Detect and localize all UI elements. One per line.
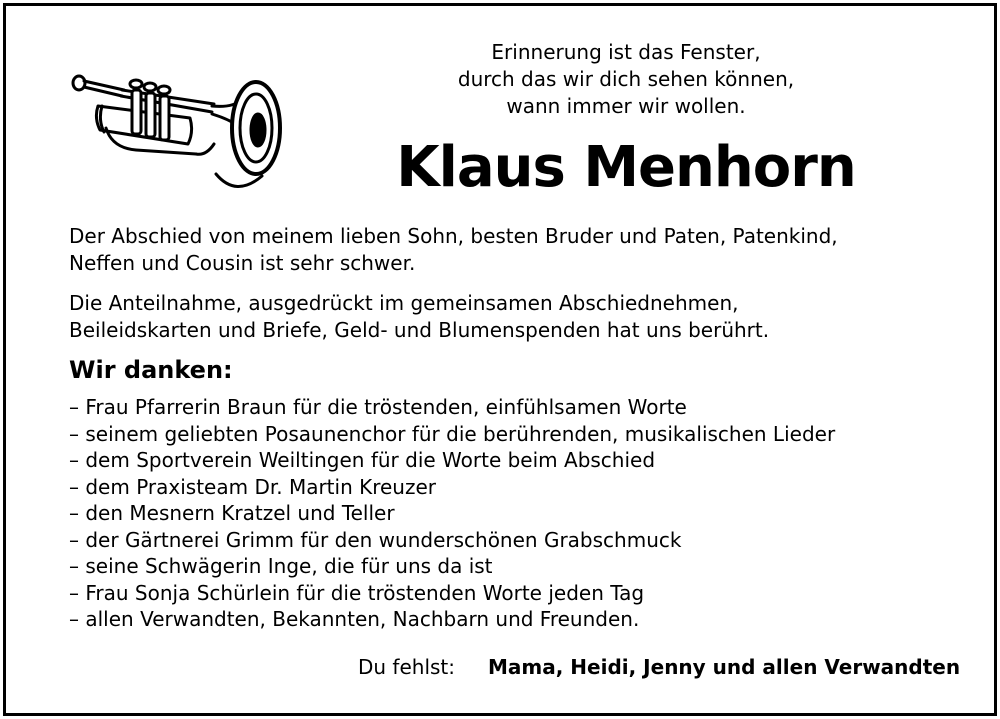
- paragraph-line: Der Abschied von meinem lieben Sohn, besten Bruder und Paten, Patenkind,: [69, 224, 838, 248]
- thanks-item: – seinem geliebten Posaunenchor für die berührenden, musikalischen Lieder: [69, 421, 836, 446]
- signature-label: Du fehlst:: [358, 655, 456, 679]
- obituary-card: [3, 3, 997, 716]
- sympathy-paragraph: [69, 290, 769, 344]
- thanks-item: – Frau Pfarrerin Braun für die tröstenden, einfühlsamen Worte: [69, 395, 687, 419]
- signature-line: [358, 654, 960, 681]
- paragraph-line: Neffen und Cousin ist sehr schwer.: [69, 251, 416, 275]
- thanks-heading: Wir danken:: [69, 356, 233, 384]
- thanks-item: – den Mesnern Kratzel und Teller: [69, 501, 395, 525]
- quote-line: wann immer wir wollen.: [506, 94, 746, 118]
- thanks-item: – Frau Sonja Schürlein für die tröstenden Worte jeden Tag: [69, 580, 645, 605]
- thanks-item: – seine Schwägerin Inge, die für uns da ist: [69, 554, 493, 578]
- paragraph-line: Beileidskarten und Briefe, Geld- und Blumenspenden hat uns berührt.: [69, 318, 770, 342]
- quote-line: durch das wir dich sehen können,: [457, 67, 795, 91]
- farewell-paragraph: [69, 223, 838, 277]
- quote-line: Erinnerung ist das Fenster,: [491, 40, 761, 64]
- thanks-item: – dem Sportverein Weiltingen für die Worte beim Abschied: [69, 448, 656, 472]
- thanks-item: – allen Verwandten, Bekannten, Nachbarn und Freunden.: [69, 607, 640, 631]
- thanks-item: – dem Praxisteam Dr. Martin Kreuzer: [69, 474, 437, 499]
- memorial-quote: [436, 39, 816, 120]
- deceased-name: Klaus Menhorn: [396, 135, 856, 200]
- trumpet-icon: [66, 66, 291, 201]
- thanks-list: [69, 394, 835, 633]
- thanks-item: – der Gärtnerei Grimm für den wunderschönen Grabschmuck: [69, 527, 682, 552]
- paragraph-line: Die Anteilnahme, ausgedrückt im gemeinsamen Abschiednehmen,: [69, 291, 739, 315]
- signers: Mama, Heidi, Jenny und allen Verwandten: [488, 655, 961, 679]
